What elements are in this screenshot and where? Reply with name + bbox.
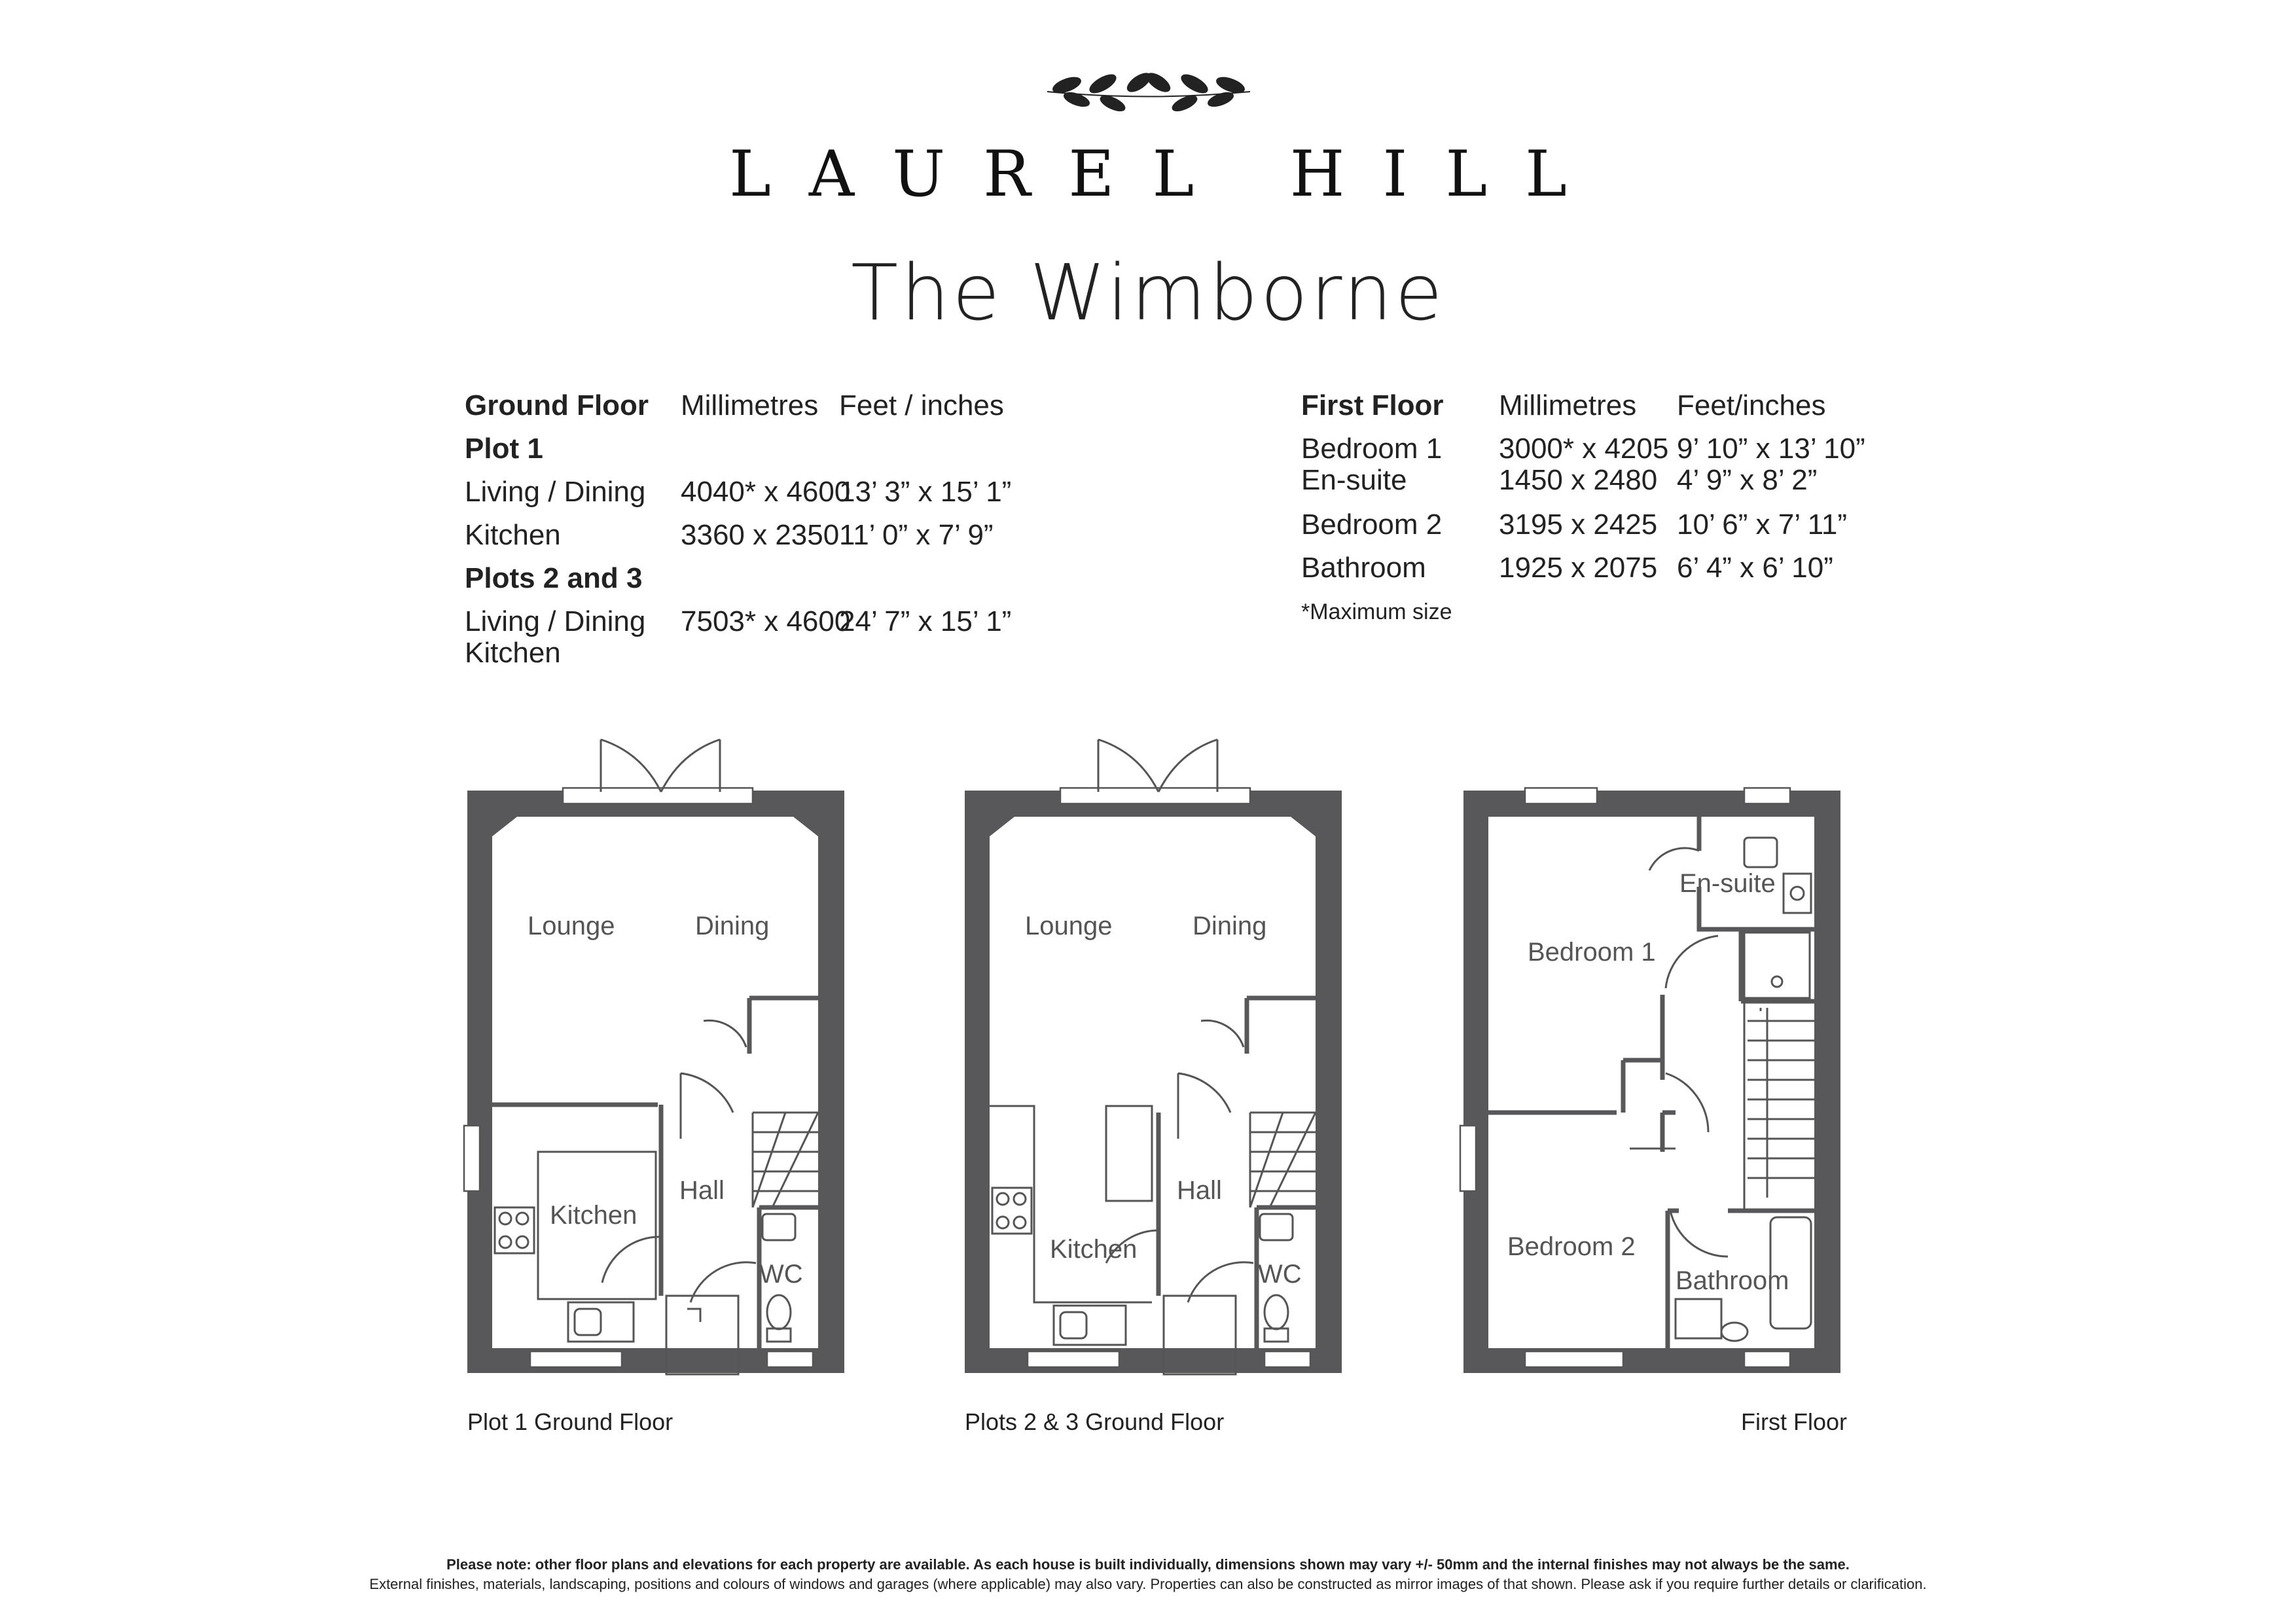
plots23-row-ft: 24’ 7” x 15’ 1” bbox=[839, 605, 1012, 637]
plot1-heading: Plot 1 bbox=[465, 433, 543, 465]
plots23-row-room: Living / Dining bbox=[465, 605, 646, 637]
plots23-lounge-label: Lounge bbox=[1025, 912, 1113, 940]
brand-title: LAUREL HILL bbox=[729, 137, 1605, 211]
ground-col-mm: Millimetres bbox=[681, 389, 819, 421]
plots23-hall-label: Hall bbox=[1177, 1176, 1222, 1205]
plots23-kitchen-label: Kitchen bbox=[1050, 1235, 1138, 1264]
plot1-kitchen-label: Kitchen bbox=[550, 1201, 637, 1230]
first-row-mm: 1925 x 2075 bbox=[1499, 552, 1658, 584]
first-row-ft: 9’ 10” x 13’ 10” bbox=[1677, 433, 1865, 465]
first-row-ft: 4’ 9” x 8’ 2” bbox=[1677, 464, 1818, 496]
plot1-row-mm: 4040* x 4600 bbox=[681, 476, 851, 508]
first-row-room: En-suite bbox=[1301, 464, 1407, 496]
plot1-dining-label: Dining bbox=[695, 912, 770, 940]
first-row-mm: 3195 x 2425 bbox=[1499, 508, 1658, 541]
first-row-room: Bathroom bbox=[1301, 552, 1426, 584]
first-row-ft: 10’ 6” x 7’ 11” bbox=[1677, 508, 1848, 541]
plots23-row-mm: 7503* x 4600 bbox=[681, 605, 851, 637]
first-row-mm: 1450 x 2480 bbox=[1499, 464, 1658, 496]
first-col-ft: Feet/inches bbox=[1677, 389, 1826, 421]
plot1-wc-label: WC bbox=[759, 1260, 803, 1289]
plot1-lounge-label: Lounge bbox=[528, 912, 615, 940]
first-row-ft: 6’ 4” x 6’ 10” bbox=[1677, 552, 1833, 584]
disclaimer-line2: External finishes, materials, landscaping, positions and colours of windows and garages (where applicable) may also vary. Properties can also be constructed as mirror images of that shown. Please ask if you require further details or clarification. bbox=[369, 1575, 1927, 1592]
plots23-heading: Plots 2 and 3 bbox=[465, 562, 643, 594]
ground-floor-heading: Ground Floor bbox=[465, 389, 649, 421]
ensuite-label: En-suite bbox=[1679, 869, 1776, 898]
max-size-footnote: *Maximum size bbox=[1301, 599, 1452, 624]
bedroom2-label: Bedroom 2 bbox=[1507, 1232, 1636, 1261]
plot1-row-ft: 11’ 0” x 7’ 9” bbox=[839, 519, 994, 551]
plots23-dining-label: Dining bbox=[1193, 912, 1267, 940]
first-floor-heading: First Floor bbox=[1301, 389, 1444, 421]
plot1-ground-floor-plan bbox=[464, 740, 844, 1374]
plot1-plan-caption: Plot 1 Ground Floor bbox=[467, 1408, 673, 1435]
plot1-row-room: Living / Dining bbox=[465, 476, 646, 508]
plots23-wc-label: WC bbox=[1258, 1260, 1302, 1289]
first-row-room: Bedroom 2 bbox=[1301, 508, 1443, 541]
plots23-ground-floor-plan bbox=[965, 740, 1342, 1374]
plots23-plan-caption: Plots 2 & 3 Ground Floor bbox=[965, 1408, 1225, 1435]
first-floor-plan bbox=[1460, 788, 1840, 1373]
bedroom1-label: Bedroom 1 bbox=[1528, 938, 1656, 967]
bathroom-label: Bathroom bbox=[1676, 1266, 1789, 1295]
plot1-row-ft: 13’ 3” x 15’ 1” bbox=[839, 476, 1012, 508]
plot1-row-mm: 3360 x 2350 bbox=[681, 519, 840, 551]
first-row-room: Bedroom 1 bbox=[1301, 433, 1443, 465]
first-floor-plan-caption: First Floor bbox=[1741, 1408, 1847, 1435]
first-col-mm: Millimetres bbox=[1499, 389, 1637, 421]
plot1-hall-label: Hall bbox=[679, 1176, 725, 1205]
house-name: The Wimborne bbox=[851, 247, 1445, 338]
plot1-row-room: Kitchen bbox=[465, 519, 561, 551]
disclaimer bbox=[0, 1555, 2296, 1594]
disclaimer-line1: Please note: other floor plans and elevations for each property are available. As each house is built individually, dimensions shown may vary +/- 50mm and the internal finishes may not always be the same. bbox=[446, 1556, 1850, 1573]
ground-col-ft: Feet / inches bbox=[839, 389, 1004, 421]
plots23-row-room2: Kitchen bbox=[465, 637, 561, 669]
first-row-mm: 3000* x 4205 bbox=[1499, 433, 1669, 465]
